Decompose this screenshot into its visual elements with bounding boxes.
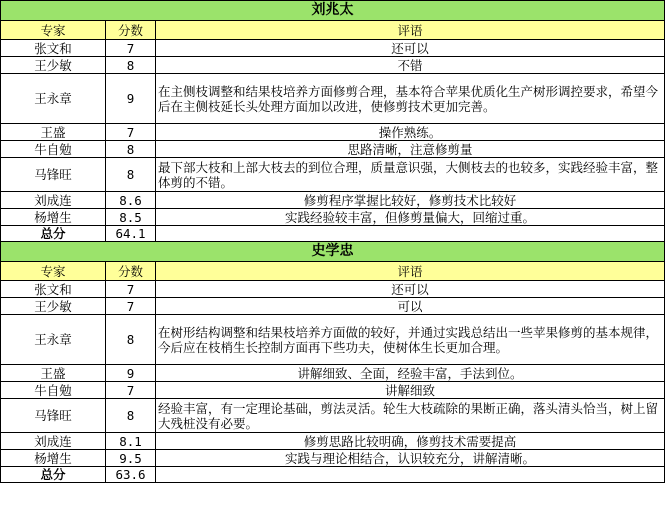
score-table-body bbox=[1, 1, 665, 483]
score-cell[interactable]: 7 bbox=[106, 382, 156, 399]
expert-name-cell[interactable]: 马锋旺 bbox=[1, 399, 106, 433]
comment-cell[interactable]: 修剪程序掌握比较好，修剪技术比较好 bbox=[156, 192, 665, 209]
expert-name-cell[interactable]: 王少敏 bbox=[1, 57, 106, 74]
expert-name-cell[interactable]: 王永章 bbox=[1, 315, 106, 365]
table-row bbox=[1, 315, 665, 365]
score-cell[interactable]: 9 bbox=[106, 74, 156, 124]
expert-name-cell[interactable]: 王盛 bbox=[1, 124, 106, 141]
comment-cell[interactable]: 在主侧枝调整和结果枝培养方面修剪合理，基本符合苹果优质化生产树形调控要求，希望今后在主侧枝延长头处理方面加以改进，使修剪技术更加完善。 bbox=[156, 74, 665, 124]
score-cell[interactable]: 9 bbox=[106, 365, 156, 382]
table-row bbox=[1, 298, 665, 315]
table-row bbox=[1, 450, 665, 467]
header-row bbox=[1, 262, 665, 281]
total-label-cell[interactable]: 总分 bbox=[1, 226, 106, 242]
table-row bbox=[1, 40, 665, 57]
header-row bbox=[1, 21, 665, 40]
table-row bbox=[1, 382, 665, 399]
expert-name-cell[interactable]: 刘成连 bbox=[1, 192, 106, 209]
score-cell[interactable]: 9.5 bbox=[106, 450, 156, 467]
score-cell[interactable]: 8 bbox=[106, 399, 156, 433]
expert-name-cell[interactable]: 马锋旺 bbox=[1, 158, 106, 192]
section-title[interactable]: 史学忠 bbox=[1, 242, 665, 262]
total-score-cell[interactable]: 63.6 bbox=[106, 467, 156, 483]
comment-cell[interactable]: 还可以 bbox=[156, 281, 665, 298]
total-row bbox=[1, 467, 665, 483]
table-row bbox=[1, 192, 665, 209]
expert-name-cell[interactable]: 张文和 bbox=[1, 281, 106, 298]
expert-name-cell[interactable]: 王少敏 bbox=[1, 298, 106, 315]
expert-name-cell[interactable]: 张文和 bbox=[1, 40, 106, 57]
score-cell[interactable]: 7 bbox=[106, 40, 156, 57]
table-row bbox=[1, 74, 665, 124]
comment-cell[interactable]: 在树形结构调整和结果枝培养方面做的较好，并通过实践总结出一些苹果修剪的基本规律，今后应在枝梢生长控制方面再下些功夫，使树体生长更加合理。 bbox=[156, 315, 665, 365]
score-cell[interactable]: 8.6 bbox=[106, 192, 156, 209]
comment-cell[interactable]: 讲解细致、全面，经验丰富，手法到位。 bbox=[156, 365, 665, 382]
expert-name-cell[interactable]: 牛自勉 bbox=[1, 382, 106, 399]
table-row bbox=[1, 124, 665, 141]
expert-name-cell[interactable]: 刘成连 bbox=[1, 433, 106, 450]
header-comment[interactable]: 评语 bbox=[156, 21, 665, 40]
comment-cell[interactable]: 思路清晰，注意修剪量 bbox=[156, 141, 665, 158]
score-cell[interactable]: 7 bbox=[106, 298, 156, 315]
header-score[interactable]: 分数 bbox=[106, 21, 156, 40]
table-row bbox=[1, 158, 665, 192]
table-row bbox=[1, 399, 665, 433]
comment-cell[interactable]: 不错 bbox=[156, 57, 665, 74]
comment-cell[interactable]: 最下部大枝和上部大枝去的到位合理，质量意识强，大侧枝去的也较多，实践经验丰富，整体剪的不错。 bbox=[156, 158, 665, 192]
section-title-row bbox=[1, 1, 665, 21]
table-row bbox=[1, 141, 665, 158]
table-row bbox=[1, 209, 665, 226]
comment-cell[interactable]: 讲解细致 bbox=[156, 382, 665, 399]
comment-cell[interactable]: 修剪思路比较明确，修剪技术需要提高 bbox=[156, 433, 665, 450]
header-score[interactable]: 分数 bbox=[106, 262, 156, 281]
table-row bbox=[1, 57, 665, 74]
total-comment-cell[interactable] bbox=[156, 226, 665, 242]
score-cell[interactable]: 8.1 bbox=[106, 433, 156, 450]
score-cell[interactable]: 8 bbox=[106, 57, 156, 74]
score-cell[interactable]: 7 bbox=[106, 124, 156, 141]
section-title-row bbox=[1, 242, 665, 262]
header-expert[interactable]: 专家 bbox=[1, 262, 106, 281]
comment-cell[interactable]: 可以 bbox=[156, 298, 665, 315]
expert-name-cell[interactable]: 牛自勉 bbox=[1, 141, 106, 158]
comment-cell[interactable]: 实践经验较丰富，但修剪量偏大，回缩过重。 bbox=[156, 209, 665, 226]
score-cell[interactable]: 7 bbox=[106, 281, 156, 298]
expert-name-cell[interactable]: 杨增生 bbox=[1, 450, 106, 467]
comment-cell[interactable]: 经验丰富，有一定理论基础，剪法灵活。轮生大枝疏除的果断正确，落头清头恰当，树上留大残桩没有必要。 bbox=[156, 399, 665, 433]
comment-cell[interactable]: 操作熟练。 bbox=[156, 124, 665, 141]
total-row bbox=[1, 226, 665, 242]
score-cell[interactable]: 8 bbox=[106, 158, 156, 192]
table-row bbox=[1, 281, 665, 298]
total-comment-cell[interactable] bbox=[156, 467, 665, 483]
score-cell[interactable]: 8.5 bbox=[106, 209, 156, 226]
score-cell[interactable]: 8 bbox=[106, 315, 156, 365]
comment-cell[interactable]: 实践与理论相结合，认识较充分，讲解清晰。 bbox=[156, 450, 665, 467]
header-expert[interactable]: 专家 bbox=[1, 21, 106, 40]
total-label-cell[interactable]: 总分 bbox=[1, 467, 106, 483]
expert-name-cell[interactable]: 王盛 bbox=[1, 365, 106, 382]
table-row bbox=[1, 433, 665, 450]
table-row bbox=[1, 365, 665, 382]
expert-name-cell[interactable]: 杨增生 bbox=[1, 209, 106, 226]
section-title[interactable]: 刘兆太 bbox=[1, 1, 665, 21]
header-comment[interactable]: 评语 bbox=[156, 262, 665, 281]
score-cell[interactable]: 8 bbox=[106, 141, 156, 158]
expert-name-cell[interactable]: 王永章 bbox=[1, 74, 106, 124]
total-score-cell[interactable]: 64.1 bbox=[106, 226, 156, 242]
comment-cell[interactable]: 还可以 bbox=[156, 40, 665, 57]
